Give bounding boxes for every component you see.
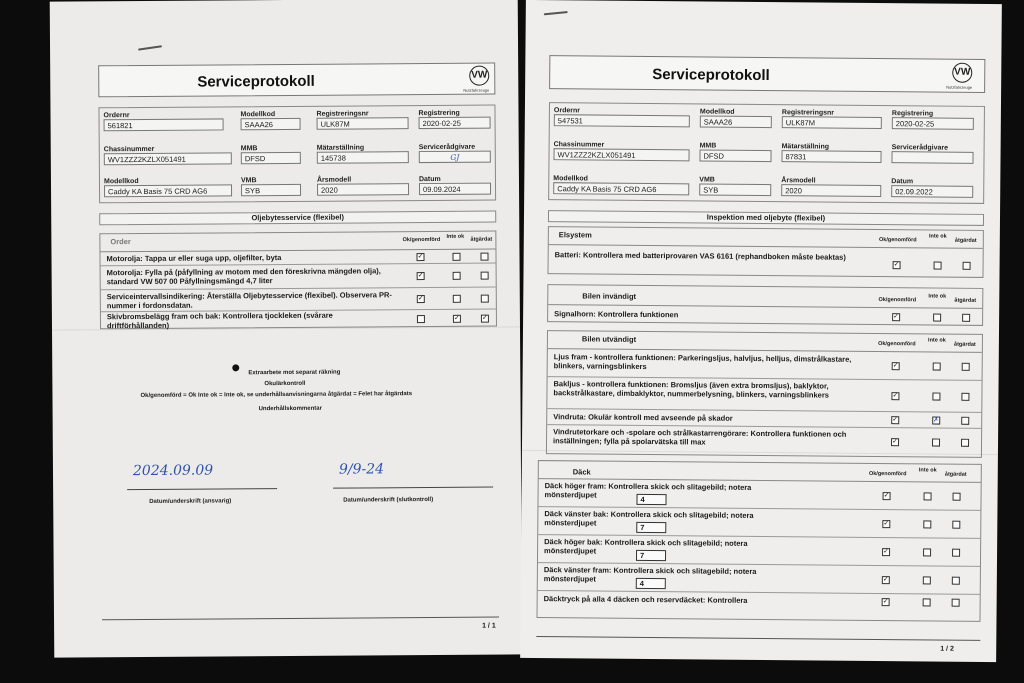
tread-depth-box: 4 xyxy=(635,494,666,505)
checkbox-not-ok[interactable] xyxy=(932,438,940,446)
field-chassinummer: Chassinummer WV1ZZZ2KZLX051491 xyxy=(553,141,689,161)
field-mmb: MMB DFSD xyxy=(241,145,301,164)
checkbox-not-ok[interactable] xyxy=(923,576,931,584)
vw-logo-icon: VW xyxy=(469,66,489,86)
left-document-page xyxy=(50,0,523,658)
checkbox-not-ok[interactable] xyxy=(923,548,931,556)
checkbox-ok[interactable]: ✓ xyxy=(417,295,424,303)
table-row: Vindruta: Okulär kontroll med avseende på skador ✓ ✗ xyxy=(547,409,981,429)
signature-label-final: Datum/underskrift (slutkontroll) xyxy=(343,496,434,504)
checkbox-not-ok[interactable]: ✓ xyxy=(453,314,460,322)
tread-depth-box: 7 xyxy=(635,522,666,533)
checkbox-fixed[interactable]: ✓ xyxy=(481,314,488,322)
checkbox-fixed[interactable] xyxy=(481,295,489,303)
checkbox-ok[interactable]: ✓ xyxy=(892,416,899,424)
page-number: 1 / 2 xyxy=(940,645,954,653)
checkbox-fixed[interactable] xyxy=(952,521,960,529)
table-row: Däck höger fram: Kontrollera skick och slitagebild; notera mönsterdjupet 4 ✓ xyxy=(538,479,980,511)
checkbox-ok[interactable]: ✓ xyxy=(892,438,899,446)
field-registrering: Registrering 2020-02-25 xyxy=(418,110,490,130)
bullet-icon xyxy=(232,364,239,371)
checkbox-not-ok[interactable] xyxy=(934,262,942,270)
checkbox-ok[interactable]: ✓ xyxy=(893,313,900,321)
visual-check-note: Okulärkontroll xyxy=(264,380,306,388)
signature-label-responsible: Datum/underskrift (ansvarig) xyxy=(149,498,232,505)
checkbox-ok[interactable]: ✓ xyxy=(417,253,424,261)
vehicle-header xyxy=(548,102,985,204)
checkbox-ok[interactable]: ✓ xyxy=(882,576,889,584)
checkbox-ok[interactable]: ✓ xyxy=(882,598,889,606)
checkbox-fixed[interactable] xyxy=(962,363,970,371)
checkbox-not-ok[interactable] xyxy=(923,598,931,606)
checkbox-ok[interactable]: ✓ xyxy=(883,492,890,500)
field-modellkod: Modellkod SAAA26 xyxy=(240,111,300,130)
page-title: Serviceprotokoll xyxy=(197,72,315,91)
field-modellkod: Modellkod SAAA26 xyxy=(700,108,772,128)
logo-subtitle: Nutzfahrzeuge xyxy=(946,84,973,90)
table-row: Motorolja: Fylla på (påfyllning av motom med den föreskrivna mängden olja), standard VW 507 00 Påfyllningsmängd 4,7 liter ✓ xyxy=(101,264,496,291)
group-dack: Däck Ok/genomförd Inte ok åtgärdat Däck höger fram: Kontrollera skick och slitagebild; notera mönsterdjupet 4 ✓ Däck vänster bak: Kontrollera skick och slitagebild; notera mönsterdjupet 7 ✓ Däck höger bak: Kontrollera skick och slitagebild; notera mönsterdjupet 7 ✓ Däck vänster fram: Kontrollera skick och slitagebild; notera mönsterdjupet 4 ✓ Däcktryck på alla 4 däcken och reservdäcket: Kontrollera ✓ xyxy=(536,460,981,622)
checkbox-not-ok[interactable] xyxy=(933,362,941,370)
table-row: Bakljus - kontrollera funktionen: Bromsljus (även extra bromsljus), baklyktor, backstrålkastare, dimbaklyktor, nummerbelysning, blinkers, varningsblinkers ✓ xyxy=(547,377,981,413)
section-title: Inspektion med oljebyte (flexibel) xyxy=(548,210,984,226)
extra-work-note: Extraarbete mot separat räkning xyxy=(248,369,341,377)
field-matarstallning: Mätarställning 145738 xyxy=(317,144,409,164)
checkbox-fixed[interactable] xyxy=(481,272,489,280)
tread-depth-box: 7 xyxy=(635,550,666,561)
signature-date-responsible: 2024.09.09 xyxy=(132,462,214,480)
staple xyxy=(138,45,162,50)
table-row: Signalhorn: Kontrollera funktionen ✓ xyxy=(548,305,982,327)
page-number: 1 / 1 xyxy=(482,622,496,630)
checkbox-ok[interactable]: ✓ xyxy=(417,272,424,280)
checkbox-not-ok[interactable] xyxy=(453,272,461,280)
checkbox-ok[interactable] xyxy=(417,315,425,323)
checkbox-fixed[interactable] xyxy=(480,253,488,261)
field-servicerad: Servicerådgivare GJ xyxy=(419,144,491,164)
table-row: Däck vänster fram: Kontrollera skick och slitagebild; notera mönsterdjupet 4 ✓ xyxy=(538,563,980,595)
field-modell: Modellkod Caddy KA Basis 75 CRD AG6 xyxy=(553,175,689,195)
checkbox-not-ok[interactable] xyxy=(924,492,932,500)
field-matarstallning: Mätarställning 87831 xyxy=(781,143,881,163)
group-bilen-invandigt: Bilen invändigt Ok/genomförd Inte ok åtgärdat Signalhorn: Kontrollera funktionen ✓ xyxy=(547,284,983,326)
group-elsystem: Elsystem Ok/genomförd Inte ok åtgärdat Batteri: Kontrollera med batteriprovaren VAS 6161 (rephandboken måste beaktas) ✓ xyxy=(547,226,983,278)
field-datum: Datum 02.09.2022 xyxy=(891,178,973,198)
checkbox-fixed[interactable] xyxy=(961,393,969,401)
field-mmb: MMB DFSD xyxy=(699,142,771,162)
service-table xyxy=(99,231,497,330)
right-document-page xyxy=(520,0,1002,662)
checkbox-ok[interactable]: ✓ xyxy=(883,520,890,528)
field-servicerad: Servicerådgivare xyxy=(891,144,973,164)
checkbox-not-ok[interactable] xyxy=(452,253,460,261)
title-box xyxy=(549,55,985,93)
checkbox-not-ok[interactable] xyxy=(923,520,931,528)
field-datum: Datum 09.09.2024 xyxy=(419,176,491,196)
checkbox-ok[interactable]: ✓ xyxy=(883,548,890,556)
logo-subtitle: Nutzfahrzeuge xyxy=(463,87,490,93)
table-row: Ljus fram - kontrollera funktionen: Parkeringsljus, halvljus, helljus, dimstrålkastare, blinkers, varningsblinkers ✓ xyxy=(548,349,982,381)
table-row: Skivbromsbelägg fram och bak: Kontrollera tjockleken (svårare driftförhållanden) ✓ ✓ xyxy=(106,310,488,331)
staple xyxy=(544,11,568,15)
table-row: Däck vänster bak: Kontrollera skick och slitagebild; notera mönsterdjupet 7 ✓ xyxy=(538,507,980,539)
title-box xyxy=(98,63,495,98)
signature-date-final: 9/9-24 xyxy=(338,461,385,478)
checkbox-ok[interactable]: ✓ xyxy=(892,362,899,370)
checkbox-ok[interactable]: ✓ xyxy=(892,392,899,400)
checkbox-fixed[interactable] xyxy=(952,549,960,557)
field-registreringsnr: Registreringsnr ULK87M xyxy=(316,110,408,130)
maintenance-comment-label: Underhållskommentar xyxy=(258,405,322,413)
field-ordernr: Ordernr 561821 xyxy=(103,111,223,131)
checkbox-fixed[interactable] xyxy=(953,493,961,501)
checkbox-fixed[interactable] xyxy=(963,262,971,270)
field-modell: Modellkod Caddy KA Basis 75 CRD AG6 xyxy=(104,177,232,197)
vehicle-header xyxy=(98,105,496,204)
checkbox-ok[interactable]: ✓ xyxy=(893,261,900,269)
table-header: Order Ok/genomförd Inte ok åtgärdat xyxy=(100,232,495,253)
table-row: Däck höger bak: Kontrollera skick och slitagebild; notera mönsterdjupet 7 ✓ xyxy=(538,535,980,567)
vw-logo-icon: VW xyxy=(952,63,972,83)
field-vmb: VMB SYB xyxy=(699,176,771,196)
field-arsmodell: Årsmodell 2020 xyxy=(781,177,881,197)
table-row: Däcktryck på alla 4 däcken och reservdäcket: Kontrollera ✓ xyxy=(538,591,980,611)
field-arsmodell: Årsmodell 2020 xyxy=(317,176,409,196)
field-registreringsnr: Registreringsnr ULK87M xyxy=(782,109,882,129)
checkbox-not-ok[interactable]: ✗ xyxy=(933,416,940,424)
checkbox-not-ok[interactable] xyxy=(933,314,941,322)
table-row: Serviceintervallsindikering: Återställa Oljebytesservice (flexibel). Observera PR-nummer i fordonsdatan. ✓ xyxy=(101,288,496,313)
field-ordernr: Ordernr 547531 xyxy=(554,107,690,127)
checkbox-not-ok[interactable] xyxy=(453,295,461,303)
table-row: Batteri: Kontrollera med batteriprovaren VAS 6161 (rephandboken måste beaktas) ✓ xyxy=(548,245,982,279)
checkbox-not-ok[interactable] xyxy=(932,392,940,400)
field-vmb: VMB SYB xyxy=(241,177,301,196)
section-title: Oljebytesservice (flexibel) xyxy=(99,211,496,226)
field-registrering: Registrering 2020-02-25 xyxy=(892,110,974,130)
table-row: Vindrutetorkare och -spolare och strålkastarrengörare: Kontrollera funktionen och inställningen; fylla på spolarvätska till max ✓ xyxy=(547,425,981,459)
tread-depth-box: 4 xyxy=(635,578,666,589)
legend-note: Ok/genomförd = Ok Inte ok = Inte ok, se underhållsanvisningarna åtgärdat = Felet har åtgärdats xyxy=(140,391,413,400)
group-bilen-utvandigt: Bilen utvändigt Ok/genomförd Inte ok åtgärdat Ljus fram - kontrollera funktionen: Parkeringsljus, halvljus, helljus, dimstrålkastare, blinkers, varningsblinkers ✓ Bakljus - kontrollera funktionen: Bromsljus (även extra bromsljus), baklyktor, backstrålkastare, dimbaklyktor, nummerbelysning, blinkers, varningsblinkers ✓ Vindruta: Okulär kontroll med avseende på skador ✓ ✗ Vindrutetorkare och -spolare och strålkastarrengörare: Kontrollera funktionen och inställningen; fylla på spolarvätska till max ✓ xyxy=(546,330,983,458)
checkbox-fixed[interactable] xyxy=(961,439,969,447)
page-title: Serviceprotokoll xyxy=(652,66,770,85)
checkbox-fixed[interactable] xyxy=(952,599,960,607)
field-chassinummer: Chassinummer WV1ZZZ2KZLX051491 xyxy=(104,145,232,165)
checkbox-fixed[interactable] xyxy=(952,577,960,585)
table-row: Motorolja: Tappa ur eller suga upp, oljefilter, byta ✓ xyxy=(100,250,495,267)
checkbox-fixed[interactable] xyxy=(962,314,970,322)
checkbox-fixed[interactable] xyxy=(961,417,969,425)
